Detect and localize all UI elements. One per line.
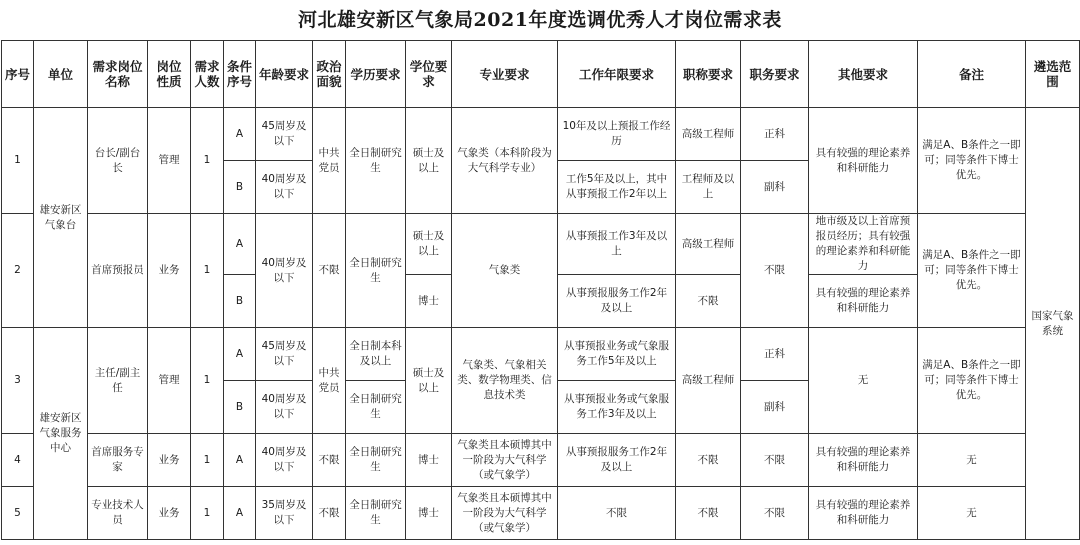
cell-scope: 国家气象系统 xyxy=(1026,108,1080,540)
header-note: 备注 xyxy=(918,41,1026,108)
table-row xyxy=(2,214,1080,275)
cell-other: 无 xyxy=(809,328,918,434)
cell-degree: 博士 xyxy=(406,434,452,487)
cell-title: 不限 xyxy=(676,275,741,328)
cell-position: 正科 xyxy=(741,328,809,381)
cell-title: 高级工程师 xyxy=(676,108,741,161)
header-exp: 工作年限要求 xyxy=(558,41,676,108)
header-nature: 岗位性质 xyxy=(148,41,191,108)
cell-exp: 从事预报业务或气象服务工作5年及以上 xyxy=(558,328,676,381)
cell-cond: A xyxy=(224,434,256,487)
cell-note: 满足A、B条件之一即可；同等条件下博士优先。 xyxy=(918,328,1026,434)
cell-other: 具有较强的理论素养和科研能力 xyxy=(809,434,918,487)
header-edu: 学历要求 xyxy=(346,41,406,108)
header-unit: 单位 xyxy=(34,41,88,108)
header-seq: 序号 xyxy=(2,41,34,108)
header-politics: 政治面貌 xyxy=(313,41,346,108)
cell-edu: 全日制研究生 xyxy=(346,381,406,434)
cell-nature: 业务 xyxy=(148,214,191,328)
cell-position: 副科 xyxy=(741,381,809,434)
cell-post: 台长/副台长 xyxy=(88,108,148,214)
cell-major: 气象类（本科阶段为大气科学专业） xyxy=(452,108,558,214)
cell-note: 满足A、B条件之一即可；同等条件下博士优先。 xyxy=(918,108,1026,214)
table-row xyxy=(2,434,1080,487)
cell-cond: B xyxy=(224,381,256,434)
header-other: 其他要求 xyxy=(809,41,918,108)
cell-seq: 3 xyxy=(2,328,34,434)
cell-exp: 从事预报服务工作2年及以上 xyxy=(558,434,676,487)
cell-nature: 管理 xyxy=(148,328,191,434)
header-position: 职务要求 xyxy=(741,41,809,108)
header-age: 年龄要求 xyxy=(256,41,313,108)
cell-other: 具有较强的理论素养和科研能力 xyxy=(809,487,918,540)
cell-note: 无 xyxy=(918,434,1026,487)
cell-other: 具有较强的理论素养和科研能力 xyxy=(809,108,918,214)
table-row xyxy=(2,108,1080,161)
cell-politics: 不限 xyxy=(313,487,346,540)
cell-title: 不限 xyxy=(676,434,741,487)
header-scope: 遴选范围 xyxy=(1026,41,1080,108)
cell-note: 满足A、B条件之一即可；同等条件下博士优先。 xyxy=(918,214,1026,328)
cell-exp: 不限 xyxy=(558,487,676,540)
cell-note: 无 xyxy=(918,487,1026,540)
cell-cond: A xyxy=(224,487,256,540)
cell-exp: 10年及以上预报工作经历 xyxy=(558,108,676,161)
cell-unit: 雄安新区气象台 xyxy=(34,108,88,328)
cell-major: 气象类且本硕博其中一阶段为大气科学（或气象学） xyxy=(452,487,558,540)
cell-cond: A xyxy=(224,328,256,381)
header-count: 需求人数 xyxy=(191,41,224,108)
cell-edu: 全日制研究生 xyxy=(346,487,406,540)
header-post: 需求岗位名称 xyxy=(88,41,148,108)
cell-age: 45周岁及以下 xyxy=(256,328,313,381)
header-major: 专业要求 xyxy=(452,41,558,108)
header-row xyxy=(2,41,1080,108)
cell-title: 不限 xyxy=(676,487,741,540)
cell-nature: 业务 xyxy=(148,434,191,487)
cell-position: 不限 xyxy=(741,434,809,487)
cell-exp: 从事预报工作3年及以上 xyxy=(558,214,676,275)
cell-age: 35周岁及以下 xyxy=(256,487,313,540)
cell-politics: 不限 xyxy=(313,434,346,487)
cell-exp: 从事预报服务工作2年及以上 xyxy=(558,275,676,328)
cell-count: 1 xyxy=(191,214,224,328)
cell-seq: 5 xyxy=(2,487,34,540)
cell-cond: A xyxy=(224,214,256,275)
cell-other: 具有较强的理论素养和科研能力 xyxy=(809,275,918,328)
cell-post: 首席预报员 xyxy=(88,214,148,328)
cell-seq: 1 xyxy=(2,108,34,214)
cell-politics: 不限 xyxy=(313,214,346,328)
cell-count: 1 xyxy=(191,328,224,434)
cell-unit: 雄安新区气象服务中心 xyxy=(34,328,88,540)
table-row xyxy=(2,487,1080,540)
cell-cond: B xyxy=(224,161,256,214)
cell-position: 不限 xyxy=(741,487,809,540)
cell-nature: 管理 xyxy=(148,108,191,214)
cell-politics: 中共党员 xyxy=(313,108,346,214)
table-row xyxy=(2,328,1080,381)
cell-count: 1 xyxy=(191,108,224,214)
cell-exp: 工作5年及以上，其中从事预报工作2年以上 xyxy=(558,161,676,214)
cell-degree: 博士 xyxy=(406,275,452,328)
cell-cond: B xyxy=(224,275,256,328)
cell-title: 工程师及以上 xyxy=(676,161,741,214)
cell-age: 40周岁及以下 xyxy=(256,214,313,328)
header-degree: 学位要求 xyxy=(406,41,452,108)
cell-major: 气象类、气象相关类、数学物理类、信息技术类 xyxy=(452,328,558,434)
cell-edu: 全日制本科及以上 xyxy=(346,328,406,381)
cell-degree: 硕士及以上 xyxy=(406,108,452,214)
cell-edu: 全日制研究生 xyxy=(346,108,406,214)
cell-title: 高级工程师 xyxy=(676,328,741,434)
cell-nature: 业务 xyxy=(148,487,191,540)
cell-other: 地市级及以上首席预报员经历；具有较强的理论素养和科研能力 xyxy=(809,214,918,275)
cell-count: 1 xyxy=(191,487,224,540)
cell-degree: 博士 xyxy=(406,487,452,540)
page-title: 河北雄安新区气象局2021年度选调优秀人才岗位需求表 xyxy=(298,9,782,31)
cell-age: 40周岁及以下 xyxy=(256,434,313,487)
cell-position: 副科 xyxy=(741,161,809,214)
cell-post: 首席服务专家 xyxy=(88,434,148,487)
cell-degree: 硕士及以上 xyxy=(406,214,452,275)
cell-edu: 全日制研究生 xyxy=(346,214,406,328)
cell-position: 不限 xyxy=(741,214,809,328)
cell-age: 40周岁及以下 xyxy=(256,161,313,214)
cell-post: 主任/副主任 xyxy=(88,328,148,434)
cell-age: 45周岁及以下 xyxy=(256,108,313,161)
header-cond: 条件序号 xyxy=(224,41,256,108)
cell-title: 高级工程师 xyxy=(676,214,741,275)
cell-degree: 硕士及以上 xyxy=(406,328,452,434)
cell-exp: 从事预报业务或气象服务工作3年及以上 xyxy=(558,381,676,434)
cell-politics: 中共党员 xyxy=(313,328,346,434)
cell-major: 气象类 xyxy=(452,214,558,328)
cell-count: 1 xyxy=(191,434,224,487)
cell-seq: 4 xyxy=(2,434,34,487)
cell-edu: 全日制研究生 xyxy=(346,434,406,487)
cell-cond: A xyxy=(224,108,256,161)
header-title: 职称要求 xyxy=(676,41,741,108)
cell-major: 气象类且本硕博其中一阶段为大气科学（或气象学） xyxy=(452,434,558,487)
cell-seq: 2 xyxy=(2,214,34,328)
position-table xyxy=(1,40,1080,540)
cell-post: 专业技术人员 xyxy=(88,487,148,540)
cell-position: 正科 xyxy=(741,108,809,161)
cell-age: 40周岁及以下 xyxy=(256,381,313,434)
